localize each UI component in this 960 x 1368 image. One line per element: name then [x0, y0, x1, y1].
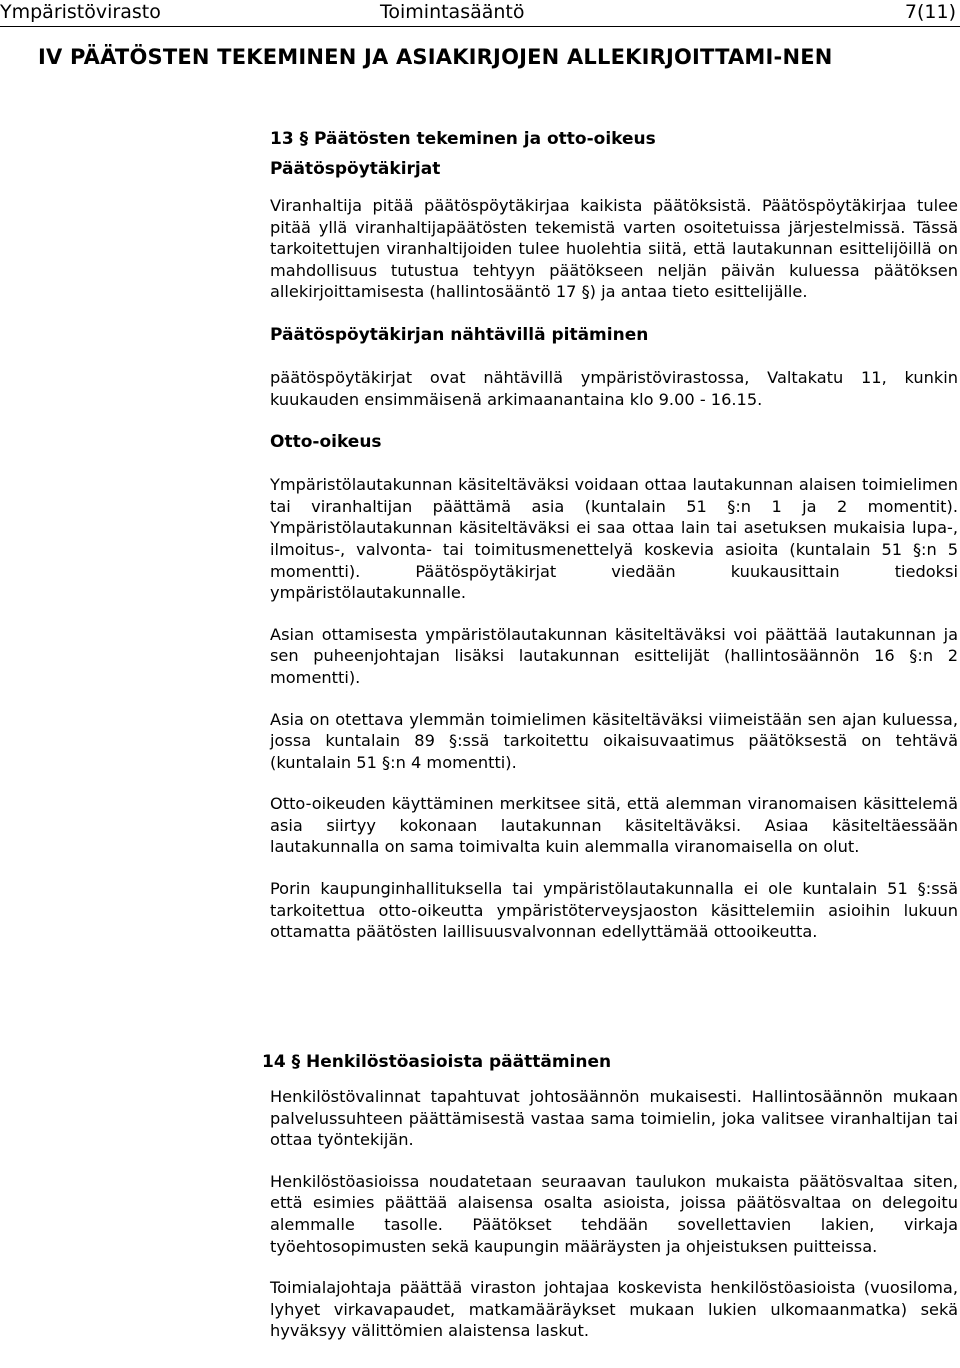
paragraph: Otto-oikeuden käyttäminen merkitsee sitä, että alemman viranomaisen käsittelemä asia siirtyy kokonaan lautakunnan käsiteltäväksi. Asiaa käsiteltäessään lautakunnalla on sama toimivalta kuin alemmalla viranomaisella on olut. [270, 794, 958, 857]
paragraph: Viranhaltija pitää päätöspöytäkirjaa kaikista päätöksistä. Päätöspöytäkirjaa tulee pitää yllä viranhaltijapäätösten tekemistä varten osoitetuissa järjestelmissä. Tässä tarkoitettujen viranhaltijoiden tulee huolehtia siitä, että lautakunnan esittelijöillä on mahdollisuus tutustua tehtyyn päätökseen neljän päivän kuluessa päätöksen allekirjoittamisesta (hallintosääntö 17 §) ja antaa tieto esittelijälle. [270, 196, 958, 302]
subheading-paatospoytakirjat: Päätöspöytäkirjat [270, 159, 441, 179]
paragraph: Asia on otettava ylemmän toimielimen käsiteltäväksi viimeistään sen ajan kuluessa, jossa kuntalain 89 §:ssä tarkoitettu oikaisuvaatimus päätöksestä on tehtävä (kuntalain 51 §:n 4 momentti). [270, 709, 958, 772]
chapter-title: IV PÄÄTÖSTEN TEKEMINEN JA ASIAKIRJOJEN ALLEKIRJOITTAMI-NEN [38, 45, 833, 69]
paragraph: Asian ottamisesta ympäristölautakunnan käsiteltäväksi voi päättää lautakunnan ja sen puheenjohtajan lisäksi lautakunnan esittelijät (hallintosäännön 16 §:n 2 momentti). [270, 624, 958, 687]
paragraph: Henkilöstöasioissa noudatetaan seuraavan taulukon mukaista päätösvaltaa siten, että esimies päättää alaisensa osalta asioista, joissa päätösvaltaa on delegoitu alemmalle tasolle. Päätökset tehdään sovellettavien lakien, virkaja työehtosopimusten sekä kaupungin määräysten ja ohjeistuksen puitteissa. [270, 1171, 958, 1256]
subheading-otto-oikeus: Otto-oikeus [270, 432, 382, 453]
header-page-number: 7(11) [904, 1, 956, 23]
paragraph: Ympäristölautakunnan käsiteltäväksi voidaan ottaa lautakunnan alaisen toimielimen tai viranhaltijan päättämä asia (kuntalain 51 §:n 1 ja 2 momentit). Ympäristölautakunnan käsiteltäväksi ei saa ottaa lain tai asetuksen mukaisia lupa-, ilmoitus-, valvonta- tai toimitusmenettelyä koskevia asioita (kuntalain 51 §:n 5 momentti). Päätöspöytäkirjat viedään kuukausittain tiedoksi ympäristölautakunnalle. [270, 475, 958, 603]
section-13 [270, 127, 958, 943]
subheading-nahtavilla: Päätöspöytäkirjan nähtävillä pitäminen [270, 324, 649, 345]
page-header [0, 0, 960, 27]
section-14 [270, 1086, 958, 1342]
paragraph: Porin kaupunginhallituksella tai ympäristölautakunnalla ei ole kuntalain 51 §:ssä tarkoitettua otto-oikeutta ympäristöterveysjaoston käsittelemiin asioihin lukuun ottamatta päätösten laillisuusvalvonnan edellyttämää ottooikeutta. [270, 879, 958, 942]
section-14-title: 14 § Henkilöstöasioista päättäminen [262, 1052, 612, 1072]
header-organization: Ympäristövirasto [0, 1, 161, 23]
paragraph: päätöspöytäkirjat ovat nähtävillä ympäristövirastossa, Valtakatu 11, kunkin kuukauden ensimmäisenä arkimaanantaina klo 9.00 - 16.15. [270, 367, 958, 409]
header-document-title: Toimintasääntö [380, 1, 525, 23]
paragraph: Toimialajohtaja päättää viraston johtajaa koskevista henkilöstöasioista (vuosiloma, lyhyet virkavapaudet, matkamääräykset mukaan lukien ulkomaanmatka) sekä hyväksyy välittömien alaistensa laskut. [270, 1278, 958, 1341]
section-13-title: 13 § Päätösten tekeminen ja otto-oikeus [270, 129, 656, 149]
paragraph: Henkilöstövalinnat tapahtuvat johtosäännön mukaisesti. Hallintosäännön mukaan palvelussuhteen päättämisestä vastaa sama toimielin, joka valitsee viranhaltijan tai ottaa työntekijän. [270, 1087, 958, 1150]
